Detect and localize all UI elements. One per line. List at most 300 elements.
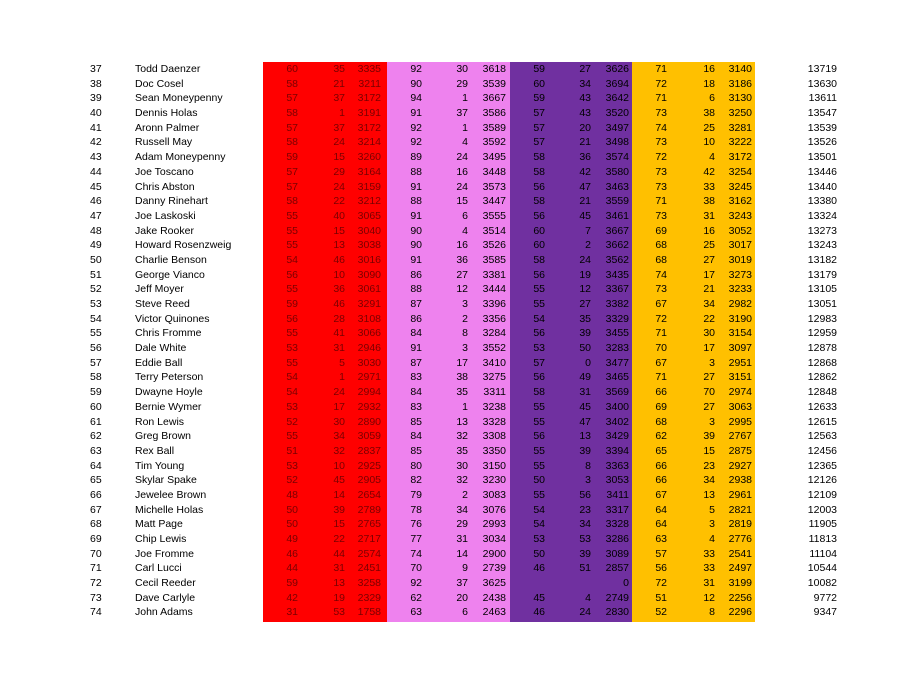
- cell-g2-2: 2463: [482, 606, 506, 619]
- cell-g2-1: 4: [462, 224, 468, 237]
- cell-g2-0: 87: [410, 298, 422, 310]
- cell-g2-0: 63: [410, 606, 422, 619]
- cell-g3-2: 3626: [605, 63, 629, 75]
- cell-g4-1: 18: [703, 77, 715, 90]
- cell-g3-1: 50: [579, 342, 591, 355]
- cell-name: Bernie Wymer: [135, 400, 202, 413]
- cell-g4-1: 17: [703, 342, 715, 355]
- cell-g2-0: 78: [410, 503, 422, 516]
- cell-g2-1: 3: [462, 298, 468, 310]
- cell-g3-1: 47: [579, 415, 591, 428]
- cell-g4-1: 3: [709, 518, 715, 531]
- cell-g4-2: 2875: [728, 444, 752, 457]
- cell-g4-2: 2938: [728, 474, 752, 487]
- cell-g4-2: 2256: [728, 591, 752, 604]
- table-row: [0, 238, 899, 253]
- cell-total: 12959: [807, 327, 837, 340]
- cell-g4-0: 72: [655, 312, 667, 325]
- cell-total: 9772: [813, 591, 837, 604]
- cell-g1-1: 10: [333, 268, 345, 281]
- cell-g1-1: 1: [339, 371, 345, 384]
- cell-g3-2: 3477: [605, 356, 629, 369]
- cell-g3-0: 54: [533, 312, 545, 325]
- cell-g1-0: 53: [286, 459, 298, 472]
- table-row: [0, 341, 899, 356]
- cell-g3-1: 39: [579, 547, 591, 560]
- cell-g1-1: 37: [333, 92, 345, 105]
- cell-name: Carl Lucci: [135, 562, 182, 575]
- cell-g4-2: 3222: [728, 136, 752, 149]
- cell-rank: 63: [90, 444, 102, 457]
- cell-g4-1: 17: [703, 268, 715, 281]
- cell-rank: 64: [90, 459, 102, 472]
- cell-g3-1: 39: [579, 327, 591, 340]
- cell-g2-0: 92: [410, 136, 422, 149]
- cell-g2-2: 3526: [482, 239, 506, 252]
- cell-g1-2: 3061: [357, 283, 381, 296]
- cell-name: Joe Laskoski: [135, 209, 196, 222]
- cell-rank: 73: [90, 591, 102, 604]
- cell-g4-0: 73: [655, 180, 667, 193]
- cell-g3-0: 46: [533, 606, 545, 619]
- cell-g3-2: 3465: [605, 371, 629, 384]
- cell-g2-0: 76: [410, 518, 422, 531]
- cell-g2-0: 91: [410, 209, 422, 222]
- cell-g4-1: 34: [703, 298, 715, 310]
- cell-g1-1: 19: [333, 591, 345, 604]
- cell-g1-0: 57: [286, 165, 298, 178]
- cell-g2-1: 32: [456, 430, 468, 443]
- table-row: [0, 415, 899, 430]
- cell-total: 13440: [807, 180, 837, 193]
- cell-g2-1: 38: [456, 371, 468, 384]
- cell-name: Tim Young: [135, 459, 185, 472]
- table-row: [0, 282, 899, 297]
- cell-g4-1: 27: [703, 371, 715, 384]
- cell-g2-2: 2438: [482, 591, 506, 604]
- cell-g4-0: 73: [655, 209, 667, 222]
- cell-g4-1: 3: [709, 356, 715, 369]
- cell-g3-2: 3394: [605, 444, 629, 457]
- cell-g3-2: 3286: [605, 533, 629, 545]
- cell-g2-1: 34: [456, 503, 468, 516]
- cell-name: Danny Rinehart: [135, 195, 208, 208]
- cell-name: Cecil Reeder: [135, 577, 196, 590]
- cell-g1-2: 2654: [357, 488, 381, 501]
- cell-g4-2: 3097: [728, 342, 752, 355]
- cell-name: Dennis Holas: [135, 107, 198, 120]
- cell-g3-0: 56: [533, 327, 545, 340]
- cell-g1-2: 3090: [357, 268, 381, 281]
- cell-total: 11905: [808, 518, 837, 531]
- cell-g2-2: 2993: [482, 518, 506, 531]
- cell-g4-2: 3243: [728, 209, 752, 222]
- cell-g1-0: 55: [286, 430, 298, 443]
- cell-g3-2: 2749: [605, 591, 629, 604]
- cell-g2-0: 84: [410, 430, 422, 443]
- cell-g4-2: 3140: [728, 63, 752, 75]
- cell-g2-2: 3381: [482, 268, 506, 281]
- cell-total: 12868: [807, 356, 837, 369]
- table-row: [0, 547, 899, 562]
- cell-rank: 62: [90, 430, 102, 443]
- cell-g3-1: 19: [579, 268, 591, 281]
- cell-g2-0: 87: [410, 356, 422, 369]
- cell-g4-2: 2995: [728, 415, 752, 428]
- table-row: [0, 385, 899, 400]
- table-row: [0, 77, 899, 92]
- cell-g1-2: 3030: [357, 356, 381, 369]
- cell-g2-1: 4: [462, 136, 468, 149]
- table-row: [0, 503, 899, 518]
- cell-rank: 53: [90, 298, 102, 310]
- cell-g4-1: 12: [703, 591, 715, 604]
- cell-g3-0: 45: [533, 591, 545, 604]
- table-row: [0, 62, 899, 77]
- table-row: [0, 517, 899, 532]
- cell-g2-2: 3555: [482, 209, 506, 222]
- cell-g3-1: 45: [579, 209, 591, 222]
- cell-g2-1: 35: [456, 386, 468, 399]
- cell-g2-2: 3495: [482, 151, 506, 164]
- cell-g4-1: 30: [703, 327, 715, 340]
- cell-g1-1: 14: [333, 488, 345, 501]
- cell-name: Todd Daenzer: [135, 63, 201, 75]
- cell-g2-1: 29: [456, 77, 468, 90]
- cell-g3-2: 3053: [605, 474, 629, 487]
- cell-g4-2: 3162: [728, 195, 752, 208]
- table-row: [0, 561, 899, 576]
- cell-g4-2: 2974: [728, 386, 752, 399]
- cell-total: 13051: [807, 298, 837, 310]
- cell-g2-2: 3275: [482, 371, 506, 384]
- cell-total: 12365: [807, 459, 837, 472]
- cell-g3-2: 3402: [605, 415, 629, 428]
- cell-g1-2: 2329: [357, 591, 381, 604]
- cell-total: 13446: [807, 165, 837, 178]
- cell-g1-2: 2837: [357, 444, 381, 457]
- cell-g4-1: 31: [703, 209, 715, 222]
- table-row: [0, 209, 899, 224]
- table-row: [0, 356, 899, 371]
- cell-g3-1: 35: [579, 312, 591, 325]
- cell-g1-1: 24: [333, 180, 345, 193]
- cell-g1-1: 10: [333, 459, 345, 472]
- cell-name: Chris Fromme: [135, 327, 202, 340]
- cell-g2-1: 8: [462, 327, 468, 340]
- cell-g4-2: 2927: [728, 459, 752, 472]
- cell-g4-2: 3172: [728, 151, 752, 164]
- cell-g1-1: 36: [333, 283, 345, 296]
- cell-g1-0: 55: [286, 327, 298, 340]
- cell-g1-1: 17: [333, 400, 345, 413]
- cell-g1-2: 2574: [357, 547, 381, 560]
- cell-g4-0: 64: [655, 503, 667, 516]
- cell-g4-1: 27: [703, 400, 715, 413]
- cell-g2-2: 3585: [482, 253, 506, 266]
- cell-g2-2: 3589: [482, 121, 506, 134]
- cell-g2-1: 16: [456, 239, 468, 252]
- cell-name: Aronn Palmer: [135, 121, 200, 134]
- cell-g1-2: 3038: [357, 239, 381, 252]
- table-row: [0, 459, 899, 474]
- cell-g3-2: 3411: [606, 488, 629, 501]
- cell-g4-0: 71: [655, 327, 667, 340]
- cell-g1-0: 57: [286, 92, 298, 105]
- cell-g3-2: 3382: [605, 298, 629, 310]
- cell-g2-0: 79: [410, 488, 422, 501]
- cell-g4-0: 73: [655, 107, 667, 120]
- cell-g4-0: 69: [655, 400, 667, 413]
- cell-g4-2: 3245: [728, 180, 752, 193]
- cell-g2-0: 77: [410, 533, 422, 545]
- cell-g2-2: 3308: [482, 430, 506, 443]
- cell-g4-0: 51: [655, 591, 667, 604]
- cell-g3-1: 51: [579, 562, 591, 575]
- cell-g1-0: 48: [286, 488, 298, 501]
- cell-g4-0: 69: [655, 224, 667, 237]
- cell-g1-2: 2890: [357, 415, 381, 428]
- cell-name: Michelle Holas: [135, 503, 204, 516]
- cell-g3-0: 55: [533, 444, 545, 457]
- cell-total: 13539: [807, 121, 837, 134]
- cell-g1-2: 3258: [357, 577, 381, 590]
- cell-g1-2: 3214: [357, 136, 381, 149]
- cell-total: 12003: [807, 503, 837, 516]
- cell-g4-0: 74: [655, 268, 667, 281]
- cell-rank: 40: [90, 107, 102, 120]
- cell-g4-1: 25: [703, 121, 715, 134]
- cell-g4-1: 38: [703, 107, 715, 120]
- cell-total: 9347: [813, 606, 837, 619]
- cell-g2-2: 3448: [482, 165, 506, 178]
- cell-g2-2: 3573: [482, 180, 506, 193]
- cell-g2-1: 24: [456, 151, 468, 164]
- cell-g2-1: 2: [462, 312, 468, 325]
- cell-g1-2: 3211: [358, 77, 381, 90]
- cell-rank: 57: [90, 356, 102, 369]
- table-row: [0, 370, 899, 385]
- cell-g3-0: 60: [533, 239, 545, 252]
- cell-g2-0: 92: [410, 63, 422, 75]
- cell-g1-2: 2789: [357, 503, 381, 516]
- cell-g1-1: 5: [339, 356, 345, 369]
- cell-g1-1: 34: [333, 430, 345, 443]
- cell-g4-0: 73: [655, 165, 667, 178]
- cell-g1-1: 13: [333, 239, 345, 252]
- cell-total: 12862: [807, 371, 837, 384]
- cell-g3-2: 3520: [605, 107, 629, 120]
- cell-rank: 37: [90, 63, 102, 75]
- cell-g4-2: 2819: [728, 518, 752, 531]
- cell-g3-0: 58: [533, 253, 545, 266]
- cell-g1-1: 24: [333, 386, 345, 399]
- cell-name: Joe Toscano: [135, 165, 194, 178]
- cell-g1-0: 51: [286, 444, 298, 457]
- cell-g2-2: 3447: [482, 195, 506, 208]
- cell-g4-2: 3186: [728, 77, 752, 90]
- cell-g4-1: 21: [703, 283, 715, 296]
- cell-g3-0: 56: [533, 268, 545, 281]
- cell-name: Russell May: [135, 136, 193, 149]
- table-row: [0, 268, 899, 283]
- cell-g3-0: 56: [533, 180, 545, 193]
- cell-rank: 60: [90, 400, 102, 413]
- cell-g4-1: 22: [703, 312, 715, 325]
- cell-g4-0: 72: [655, 151, 667, 164]
- cell-g1-2: 3040: [357, 224, 381, 237]
- cell-g1-1: 45: [333, 474, 345, 487]
- cell-g1-0: 52: [286, 415, 298, 428]
- cell-g2-1: 16: [456, 165, 468, 178]
- cell-g2-1: 24: [456, 180, 468, 193]
- cell-g4-2: 3063: [728, 400, 752, 413]
- cell-name: Rex Ball: [135, 444, 175, 457]
- cell-g3-2: 3089: [605, 547, 629, 560]
- cell-g4-0: 66: [655, 474, 667, 487]
- cell-total: 12563: [807, 430, 837, 443]
- cell-name: Victor Quinones: [135, 312, 210, 325]
- cell-rank: 69: [90, 533, 102, 545]
- cell-g4-2: 2961: [728, 488, 752, 501]
- cell-g4-2: 3019: [728, 253, 752, 266]
- cell-g1-0: 31: [286, 606, 298, 619]
- cell-rank: 52: [90, 283, 102, 296]
- cell-g4-2: 3151: [728, 371, 752, 384]
- cell-rank: 67: [90, 503, 102, 516]
- cell-g1-2: 1758: [357, 606, 381, 619]
- cell-g3-2: 3283: [605, 342, 629, 355]
- cell-g2-2: 3150: [482, 459, 506, 472]
- cell-g3-1: 43: [579, 107, 591, 120]
- cell-g1-0: 59: [286, 298, 298, 310]
- cell-rank: 51: [90, 268, 102, 281]
- cell-g2-2: 3350: [482, 444, 506, 457]
- cell-g2-0: 83: [410, 371, 422, 384]
- cell-g1-1: 31: [333, 562, 345, 575]
- cell-g1-2: 3108: [357, 312, 381, 325]
- cell-g3-1: 27: [579, 63, 591, 75]
- cell-rank: 72: [90, 577, 102, 590]
- cell-g2-1: 35: [456, 444, 468, 457]
- cell-g3-1: 20: [579, 121, 591, 134]
- cell-g4-1: 5: [709, 503, 715, 516]
- cell-g1-1: 1: [339, 107, 345, 120]
- cell-g3-1: 4: [585, 591, 591, 604]
- cell-g3-0: 60: [533, 224, 545, 237]
- cell-g3-0: 55: [533, 298, 545, 310]
- cell-g4-1: 70: [703, 386, 715, 399]
- cell-g3-0: 53: [533, 533, 545, 545]
- cell-g1-1: 30: [333, 415, 345, 428]
- cell-g3-0: 55: [533, 283, 545, 296]
- cell-g3-0: 57: [533, 356, 545, 369]
- cell-g3-1: 47: [579, 180, 591, 193]
- cell-g1-0: 54: [286, 386, 298, 399]
- cell-g3-2: 3562: [605, 253, 629, 266]
- cell-total: 13380: [807, 195, 837, 208]
- cell-g4-2: 3233: [728, 283, 752, 296]
- cell-g3-0: 59: [533, 92, 545, 105]
- cell-g4-2: 3017: [728, 239, 752, 252]
- cell-g1-1: 39: [333, 503, 345, 516]
- cell-g3-2: 3642: [605, 92, 629, 105]
- cell-name: Jewelee Brown: [135, 488, 207, 501]
- cell-g1-0: 52: [286, 474, 298, 487]
- cell-g3-0: 57: [533, 136, 545, 149]
- cell-g3-2: 3498: [605, 136, 629, 149]
- cell-g3-0: 57: [533, 107, 545, 120]
- cell-g3-1: 2: [585, 239, 591, 252]
- cell-g4-1: 15: [703, 444, 715, 457]
- cell-g3-0: 57: [533, 121, 545, 134]
- cell-g3-0: 56: [533, 430, 545, 443]
- cell-g1-0: 49: [286, 533, 298, 545]
- cell-total: 13273: [807, 224, 837, 237]
- cell-g1-0: 58: [286, 107, 298, 120]
- cell-g1-1: 53: [333, 606, 345, 619]
- cell-g4-1: 6: [709, 92, 715, 105]
- cell-g4-1: 38: [703, 195, 715, 208]
- cell-g2-2: 3444: [482, 283, 506, 296]
- cell-total: 12848: [807, 386, 837, 399]
- cell-rank: 48: [90, 224, 102, 237]
- cell-g1-0: 58: [286, 195, 298, 208]
- cell-g1-2: 2971: [357, 371, 381, 384]
- cell-g3-2: 3569: [605, 386, 629, 399]
- cell-rank: 70: [90, 547, 102, 560]
- cell-g4-2: 3254: [728, 165, 752, 178]
- cell-g2-1: 17: [456, 356, 468, 369]
- cell-g3-0: 55: [533, 415, 545, 428]
- cell-g3-2: 3574: [605, 151, 629, 164]
- cell-g3-2: 3429: [605, 430, 629, 443]
- cell-g3-1: 24: [579, 606, 591, 619]
- cell-g2-1: 6: [462, 209, 468, 222]
- table-row: [0, 121, 899, 136]
- cell-g2-2: 3410: [482, 356, 506, 369]
- cell-g1-2: 3191: [357, 107, 381, 120]
- cell-g1-1: 32: [333, 444, 345, 457]
- cell-g4-2: 2541: [728, 547, 752, 560]
- cell-total: 13630: [807, 77, 837, 90]
- cell-rank: 65: [90, 474, 102, 487]
- cell-g2-0: 89: [410, 151, 422, 164]
- cell-g1-1: 46: [333, 298, 345, 310]
- cell-g1-2: 2932: [357, 400, 381, 413]
- cell-g1-2: 3059: [357, 430, 381, 443]
- cell-g1-2: 3212: [357, 195, 381, 208]
- cell-g1-0: 46: [286, 547, 298, 560]
- cell-g2-0: 91: [410, 342, 422, 355]
- cell-g1-0: 42: [286, 591, 298, 604]
- cell-rank: 54: [90, 312, 102, 325]
- cell-total: 10082: [807, 577, 837, 590]
- table-row: [0, 194, 899, 209]
- cell-g2-2: 3618: [482, 63, 506, 75]
- cell-g4-0: 71: [655, 63, 667, 75]
- cell-g2-0: 88: [410, 165, 422, 178]
- cell-g1-2: 3260: [357, 151, 381, 164]
- cell-g2-1: 37: [456, 107, 468, 120]
- cell-total: 12983: [807, 312, 837, 325]
- cell-g1-1: 15: [333, 151, 345, 164]
- cell-g3-1: 34: [579, 77, 591, 90]
- cell-g2-0: 84: [410, 327, 422, 340]
- cell-g3-1: 21: [579, 136, 591, 149]
- cell-g2-0: 90: [410, 239, 422, 252]
- cell-total: 13547: [807, 107, 837, 120]
